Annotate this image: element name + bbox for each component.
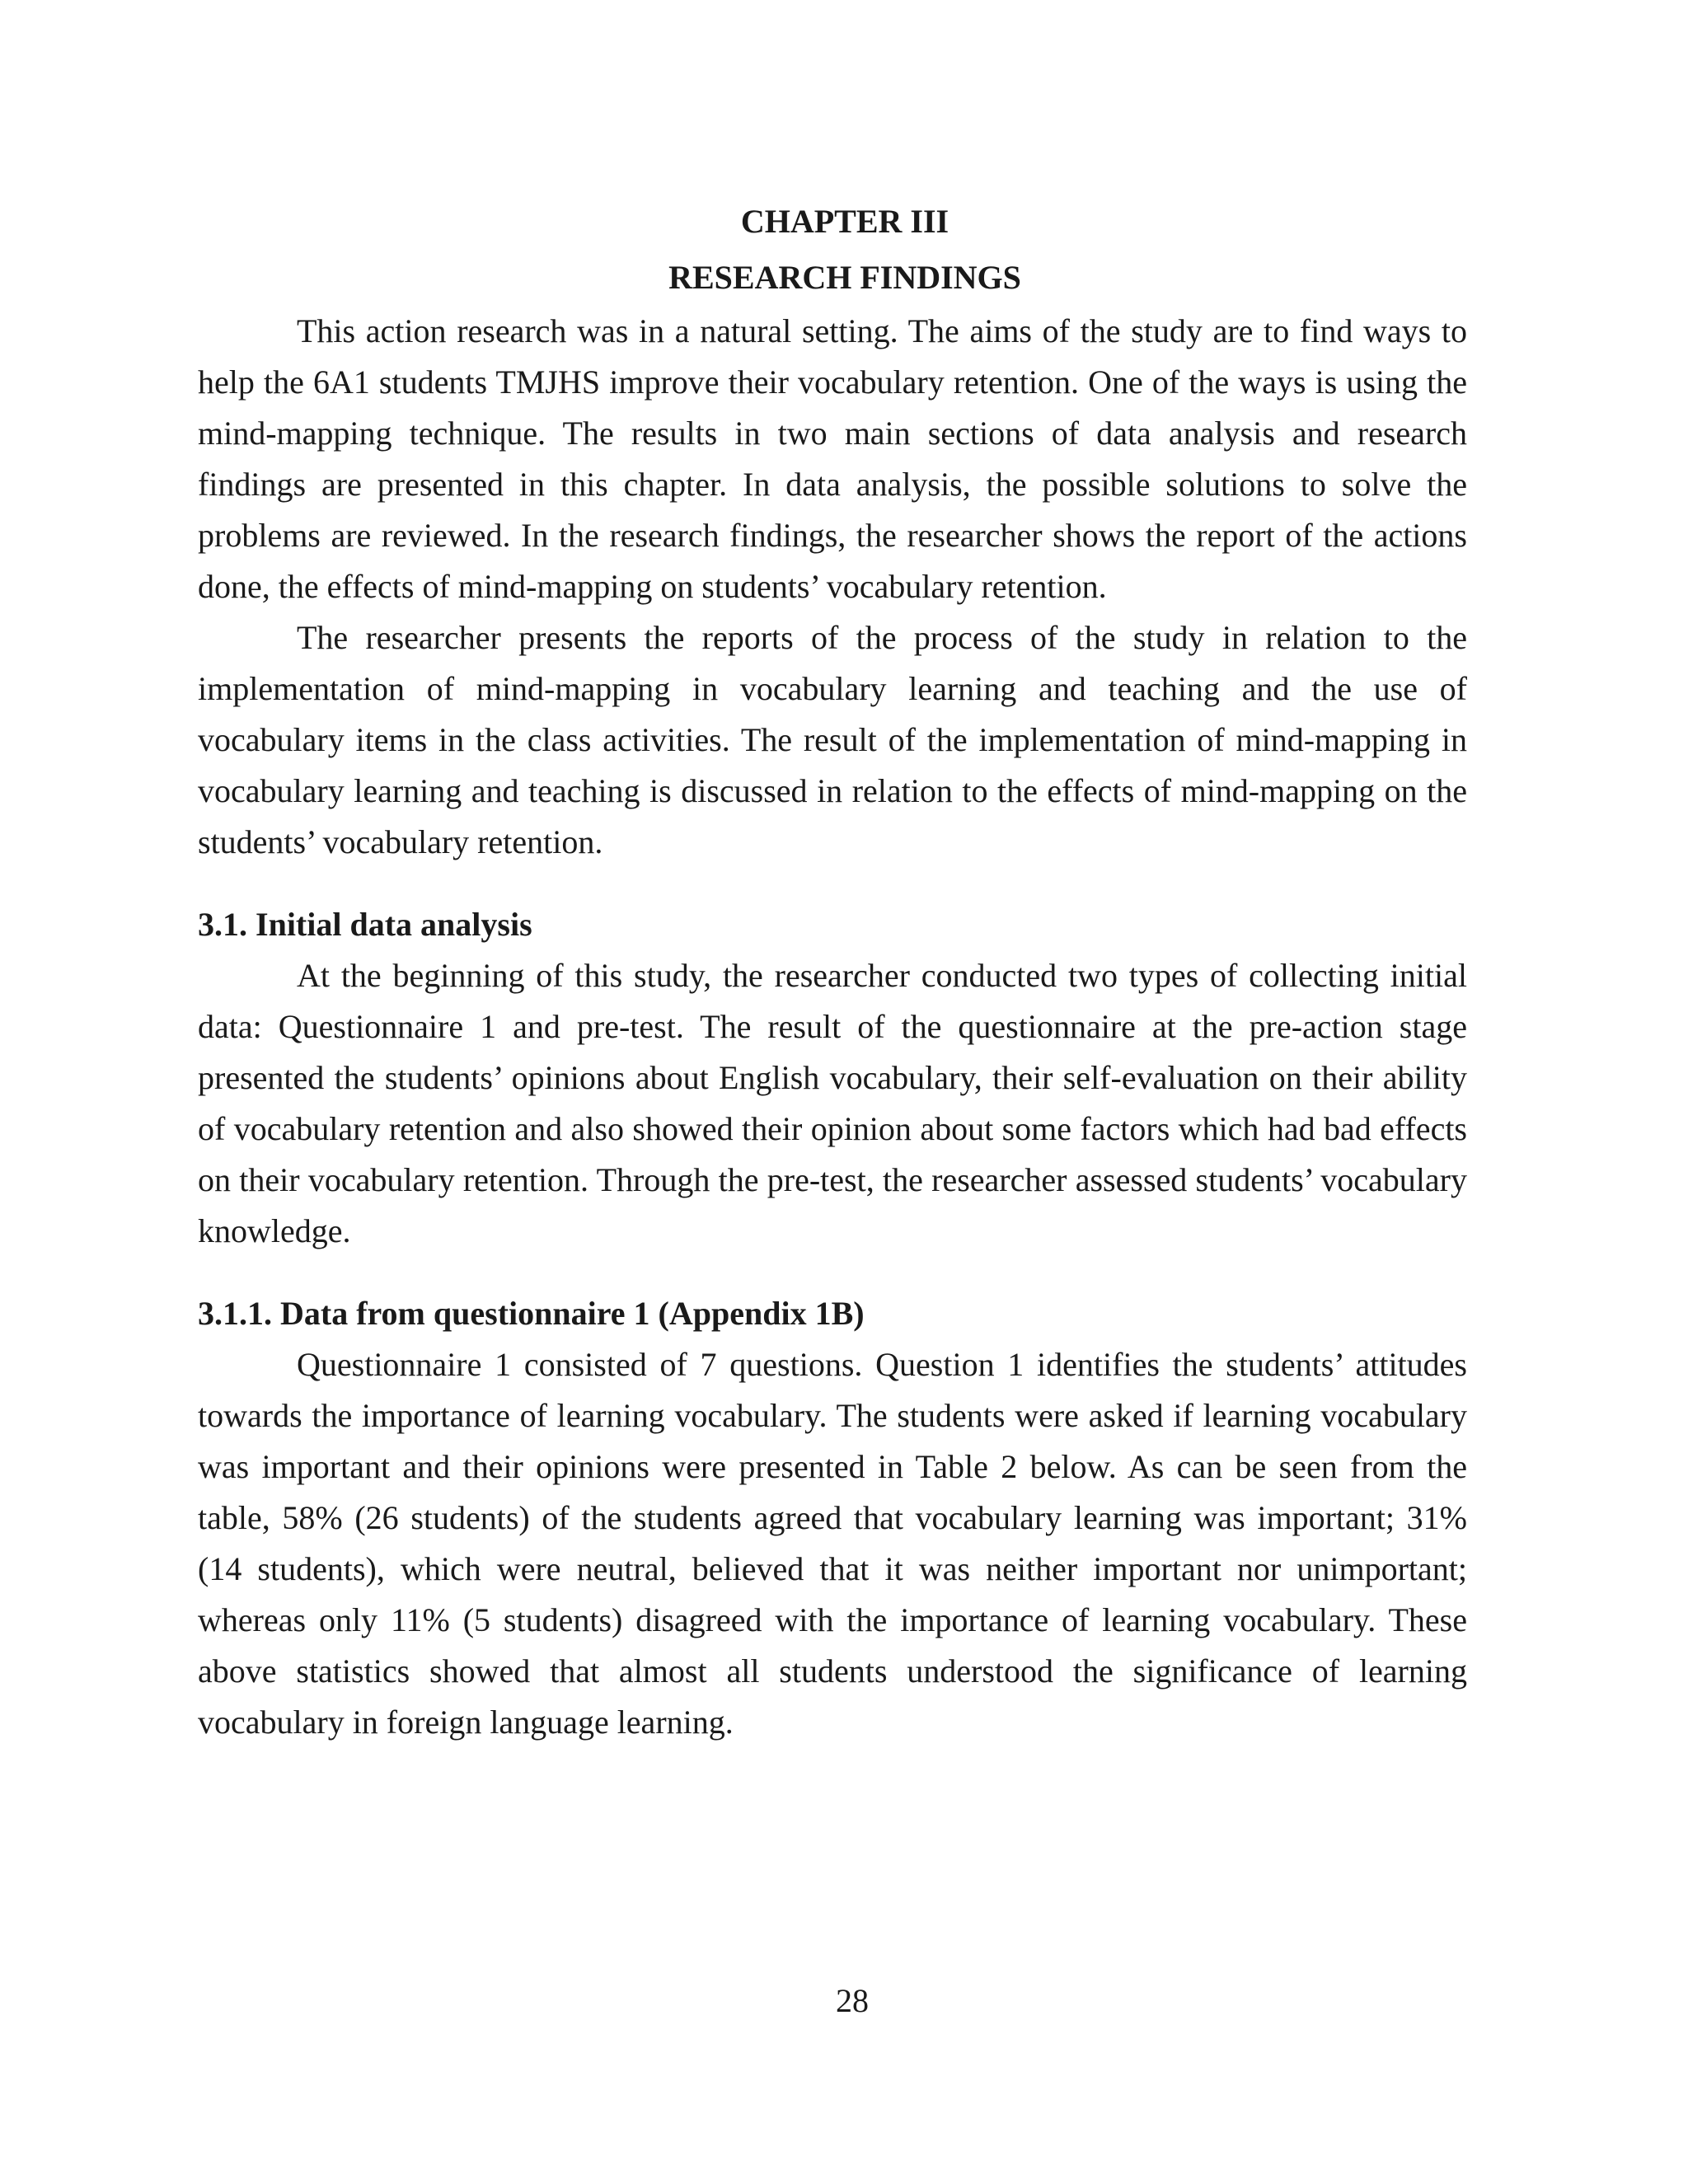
page-content [198, 194, 1467, 1748]
intro-paragraph-1: This action research was in a natural setting. The aims of the study are to find ways to help the 6A1 students TMJHS improve their vocabulary retention. One of the ways is using the mind-mapping technique. The results in two main sections of data analysis and research findings are presented in this chapter. In data analysis, the possible solutions to solve the problems are reviewed. In the research findings, the researcher shows the report of the actions done, the effects of mind-mapping on students’ vocabulary retention. [198, 312, 1467, 605]
chapter-heading [223, 194, 1467, 306]
chapter-number-label: CHAPTER III [740, 203, 950, 240]
section-3-1-paragraph: At the beginning of this study, the researcher conducted two types of collecting initial data: Questionnaire 1 and pre-test. The result of the questionnaire at the pre-action stage presented the students’ opinions about English vocabulary, their self-evaluation on their ability of vocabulary retention and also showed their opinion about some factors which had bad effects on their vocabulary retention. Through the pre-test, the researcher assessed students’ vocabulary knowledge. [198, 957, 1467, 1249]
section-heading-3-1: 3.1. Initial data analysis [198, 906, 532, 943]
section-heading-3-1-1: 3.1.1. Data from questionnaire 1 (Appendix 1B) [198, 1295, 865, 1332]
intro-paragraph-2: The researcher presents the reports of the process of the study in relation to the implementation of mind-mapping in vocabulary learning and teaching and the use of vocabulary items in the class activities. The result of the implementation of mind-mapping in vocabulary learning and teaching is discussed in relation to the effects of mind-mapping on the students’ vocabulary retention. [198, 619, 1467, 860]
chapter-title: RESEARCH FINDINGS [668, 259, 1021, 296]
section-3-1-1-paragraph: Questionnaire 1 consisted of 7 questions. Question 1 identifies the students’ attitudes towards the importance of learning vocabulary. The students were asked if learning vocabulary was important and their opinions were presented in Table 2 below. As can be seen from the table, 58% (26 students) of the students agreed that vocabulary learning was important; 31% (14 students), which were neutral, believed that it was neither important nor unimportant; whereas only 11% (5 students) disagreed with the importance of learning vocabulary. These above statistics showed that almost all students understood the significance of learning vocabulary in foreign language learning. [198, 1346, 1467, 1741]
page-number: 28 [836, 1982, 869, 2019]
